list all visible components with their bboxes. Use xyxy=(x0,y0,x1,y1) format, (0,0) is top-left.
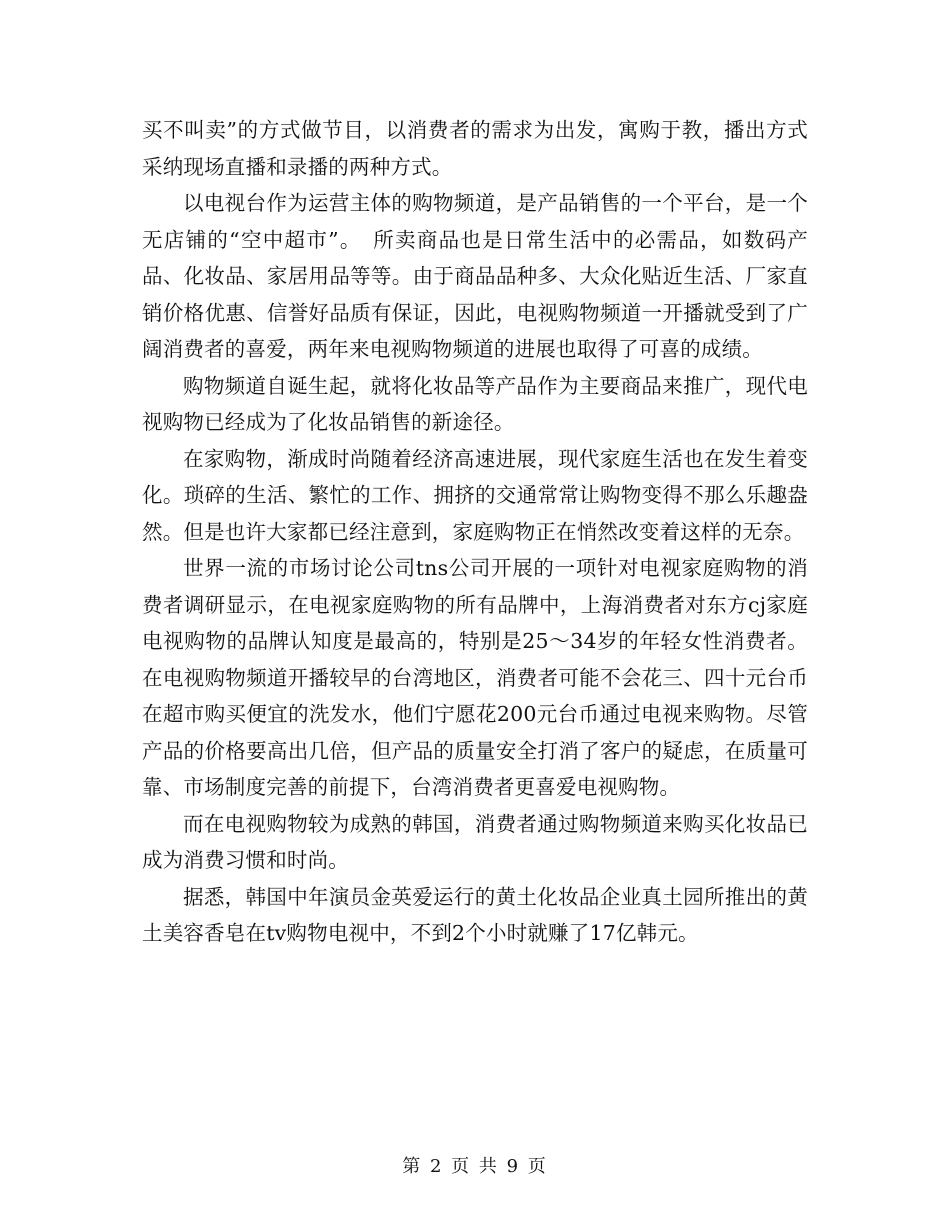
paragraph-3: 购物频道自诞生起，就将化妆品等产品作为主要商品来推广，现代电视购物已经成为了化妆品销售的新途径。 xyxy=(142,373,808,434)
paragraph-5: 世界一流的市场讨论公司tns公司开展的一项针对电视家庭购物的消费者调研显示，在电视家庭购物的所有品牌中，上海消费者对东方cj家庭电视购物的品牌认知度是最高的，特别是25～34岁的年轻女性消费者。在电视购物频道开播较早的台湾地区，消费者可能不会花三、四十元台币在超市购买便宜的洗发水，他们宁愿花200元台币通过电视来购物。尽管产品的价格要高出几倍，但产品的质量安全打消了客户的疑虑，在质量可靠、市场制度完善的前提下，台湾消费者更喜爱电视购物。 xyxy=(142,556,808,799)
paragraph-6: 而在电视购物较为成熟的韩国，消费者通过购物频道来购买化妆品已成为消费习惯和时尚。 xyxy=(142,811,808,872)
paragraph-4: 在家购物，渐成时尚随着经济高速进展，现代家庭生活也在发生着变化。琐碎的生活、繁忙的工作、拥挤的交通常常让购物变得不那么乐趣盎然。但是也许大家都已经注意到，家庭购物正在悄然改变着这样的无奈。 xyxy=(142,446,808,544)
paragraph-7: 据悉，韩国中年演员金英爱运行的黄土化妆品企业真土园所推出的黄土美容香皂在tv购物电视中，不到2个小时就赚了17亿韩元。 xyxy=(142,884,808,945)
paragraph-1: 买不叫卖”的方式做节目，以消费者的需求为出发，寓购于教，播出方式采纳现场直播和录播的两种方式。 xyxy=(142,118,808,179)
paragraph-2: 以电视台作为运营主体的购物频道，是产品销售的一个平台，是一个无店铺的“空中超市”。 所卖商品也是日常生活中的必需品，如数码产品、化妆品、家居用品等等。由于商品品种多、大众化贴近生活、厂家直销价格优惠、信誉好品质有保证，因此，电视购物频道一开播就受到了广阔消费者的喜爱，两年来电视购物频道的进展也取得了可喜的成绩。 xyxy=(142,191,808,361)
body-text xyxy=(142,112,808,952)
page-number-footer: 第 2 页 共 9 页 xyxy=(402,1156,548,1177)
